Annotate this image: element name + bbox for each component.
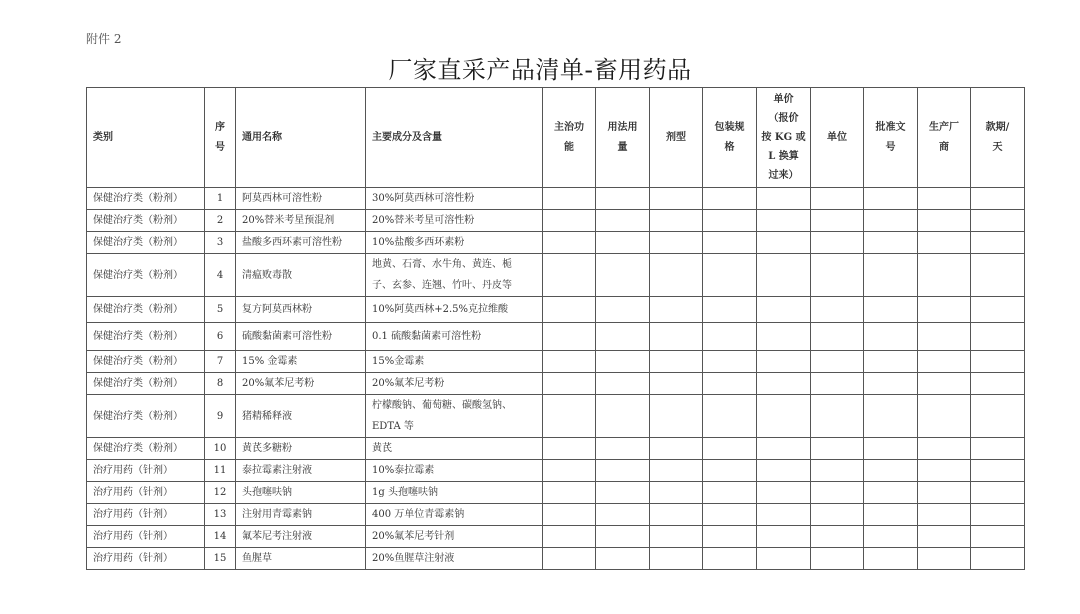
cell-unit[interactable]: [811, 323, 864, 351]
cell-dosage-form[interactable]: [650, 548, 703, 570]
header-manufacturer: 生产厂 商: [918, 88, 971, 188]
cell-package[interactable]: [703, 460, 757, 482]
cell-category: 保健治疗类（粉剂）: [87, 351, 205, 373]
cell-unit[interactable]: [811, 482, 864, 504]
document-title: 厂家直采产品清单-畜用药品: [388, 56, 692, 84]
cell-payment-term[interactable]: [971, 232, 1025, 254]
cell-unit[interactable]: [811, 351, 864, 373]
cell-manufacturer[interactable]: [918, 351, 971, 373]
cell-ingredients: 20%鱼腥草注射液: [366, 548, 543, 570]
header-row: [87, 88, 1025, 188]
table-row: [87, 482, 1025, 504]
cell-dosage-form[interactable]: [650, 323, 703, 351]
table-row: [87, 526, 1025, 548]
cell-name: 20%氟苯尼考粉: [236, 373, 366, 395]
cell-dosage-form[interactable]: [650, 210, 703, 232]
cell-no: 9: [205, 395, 236, 438]
cell-usage[interactable]: [596, 254, 650, 297]
cell-unit-price[interactable]: [757, 232, 811, 254]
cell-payment-term[interactable]: [971, 373, 1025, 395]
cell-ingredients: 1g 头孢噻呋钠: [366, 482, 543, 504]
cell-manufacturer[interactable]: [918, 254, 971, 297]
cell-package[interactable]: [703, 438, 757, 460]
cell-payment-term[interactable]: [971, 504, 1025, 526]
cell-package[interactable]: [703, 254, 757, 297]
cell-usage[interactable]: [596, 210, 650, 232]
cell-category: 保健治疗类（粉剂）: [87, 232, 205, 254]
cell-package[interactable]: [703, 548, 757, 570]
cell-ingredients: 20%氟苯尼考粉: [366, 373, 543, 395]
cell-no: 7: [205, 351, 236, 373]
cell-unit[interactable]: [811, 526, 864, 548]
cell-ingredients: 30%阿莫西林可溶性粉: [366, 188, 543, 210]
cell-no: 11: [205, 460, 236, 482]
table-row: [87, 395, 1025, 438]
product-list-table: [86, 87, 1025, 570]
cell-usage[interactable]: [596, 323, 650, 351]
cell-manufacturer[interactable]: [918, 460, 971, 482]
cell-package[interactable]: [703, 526, 757, 548]
cell-package[interactable]: [703, 351, 757, 373]
cell-approval-no[interactable]: [864, 297, 918, 323]
cell-payment-term[interactable]: [971, 297, 1025, 323]
cell-function[interactable]: [543, 373, 596, 395]
cell-payment-term[interactable]: [971, 438, 1025, 460]
cell-approval-no[interactable]: [864, 548, 918, 570]
header-function: 主治功 能: [543, 88, 596, 188]
cell-dosage-form[interactable]: [650, 438, 703, 460]
cell-function[interactable]: [543, 395, 596, 438]
cell-no: 5: [205, 297, 236, 323]
cell-approval-no[interactable]: [864, 526, 918, 548]
cell-ingredients: 柠檬酸钠、葡萄糖、碳酸氢钠、 EDTA 等: [366, 395, 543, 438]
cell-approval-no[interactable]: [864, 395, 918, 438]
cell-usage[interactable]: [596, 373, 650, 395]
cell-dosage-form[interactable]: [650, 504, 703, 526]
cell-unit-price[interactable]: [757, 395, 811, 438]
cell-category: 治疗用药（针剂）: [87, 460, 205, 482]
cell-package[interactable]: [703, 188, 757, 210]
cell-payment-term[interactable]: [971, 254, 1025, 297]
cell-payment-term[interactable]: [971, 460, 1025, 482]
table-row: [87, 297, 1025, 323]
cell-manufacturer[interactable]: [918, 188, 971, 210]
cell-unit[interactable]: [811, 460, 864, 482]
cell-payment-term[interactable]: [971, 323, 1025, 351]
table-row: [87, 254, 1025, 297]
cell-unit-price[interactable]: [757, 373, 811, 395]
cell-payment-term[interactable]: [971, 188, 1025, 210]
cell-no: 12: [205, 482, 236, 504]
cell-category: 保健治疗类（粉剂）: [87, 395, 205, 438]
cell-unit[interactable]: [811, 297, 864, 323]
cell-unit[interactable]: [811, 210, 864, 232]
cell-payment-term[interactable]: [971, 482, 1025, 504]
cell-ingredients: 10%泰拉霉素: [366, 460, 543, 482]
table-row: [87, 504, 1025, 526]
cell-name: 黄芪多糖粉: [236, 438, 366, 460]
cell-no: 8: [205, 373, 236, 395]
header-usage: 用法用 量: [596, 88, 650, 188]
cell-name: 猪精稀释液: [236, 395, 366, 438]
cell-unit-price[interactable]: [757, 526, 811, 548]
cell-function[interactable]: [543, 351, 596, 373]
cell-manufacturer[interactable]: [918, 504, 971, 526]
cell-usage[interactable]: [596, 482, 650, 504]
cell-name: 复方阿莫西林粉: [236, 297, 366, 323]
cell-function[interactable]: [543, 460, 596, 482]
cell-category: 保健治疗类（粉剂）: [87, 297, 205, 323]
cell-category: 治疗用药（针剂）: [87, 482, 205, 504]
cell-ingredients: 黄芪: [366, 438, 543, 460]
cell-usage[interactable]: [596, 460, 650, 482]
cell-name: 15% 金霉素: [236, 351, 366, 373]
cell-payment-term[interactable]: [971, 351, 1025, 373]
cell-manufacturer[interactable]: [918, 548, 971, 570]
cell-package[interactable]: [703, 504, 757, 526]
cell-dosage-form[interactable]: [650, 232, 703, 254]
cell-function[interactable]: [543, 526, 596, 548]
header-approval-no: 批准文 号: [864, 88, 918, 188]
cell-unit[interactable]: [811, 373, 864, 395]
cell-name: 泰拉霉素注射液: [236, 460, 366, 482]
table-row: [87, 373, 1025, 395]
cell-ingredients: 地黄、石膏、水牛角、黄连、栀 子、玄参、连翘、竹叶、丹皮等: [366, 254, 543, 297]
cell-ingredients: 20%替米考星可溶性粉: [366, 210, 543, 232]
cell-unit[interactable]: [811, 232, 864, 254]
cell-usage[interactable]: [596, 438, 650, 460]
cell-category: 治疗用药（针剂）: [87, 526, 205, 548]
cell-approval-no[interactable]: [864, 351, 918, 373]
cell-ingredients: 10%盐酸多西环素粉: [366, 232, 543, 254]
cell-dosage-form[interactable]: [650, 526, 703, 548]
cell-manufacturer[interactable]: [918, 482, 971, 504]
cell-unit-price[interactable]: [757, 351, 811, 373]
cell-manufacturer[interactable]: [918, 232, 971, 254]
cell-package[interactable]: [703, 297, 757, 323]
cell-unit[interactable]: [811, 548, 864, 570]
cell-category: 保健治疗类（粉剂）: [87, 254, 205, 297]
table-row: [87, 323, 1025, 351]
cell-no: 4: [205, 254, 236, 297]
cell-name: 氟苯尼考注射液: [236, 526, 366, 548]
attachment-label: 附件 2: [86, 32, 122, 46]
table-row: [87, 188, 1025, 210]
cell-ingredients: 0.1 硫酸黏菌素可溶性粉: [366, 323, 543, 351]
cell-dosage-form[interactable]: [650, 297, 703, 323]
table-row: [87, 210, 1025, 232]
cell-no: 10: [205, 438, 236, 460]
cell-dosage-form[interactable]: [650, 373, 703, 395]
cell-dosage-form[interactable]: [650, 351, 703, 373]
cell-manufacturer[interactable]: [918, 526, 971, 548]
cell-payment-term[interactable]: [971, 548, 1025, 570]
cell-unit[interactable]: [811, 188, 864, 210]
cell-function[interactable]: [543, 323, 596, 351]
cell-usage[interactable]: [596, 297, 650, 323]
cell-function[interactable]: [543, 504, 596, 526]
cell-payment-term[interactable]: [971, 526, 1025, 548]
cell-approval-no[interactable]: [864, 504, 918, 526]
cell-usage[interactable]: [596, 395, 650, 438]
cell-approval-no[interactable]: [864, 460, 918, 482]
cell-manufacturer[interactable]: [918, 373, 971, 395]
cell-function[interactable]: [543, 548, 596, 570]
cell-dosage-form[interactable]: [650, 188, 703, 210]
cell-ingredients: 10%阿莫西林+2.5%克拉维酸: [366, 297, 543, 323]
cell-function[interactable]: [543, 254, 596, 297]
header-unit: 单位: [811, 88, 864, 188]
cell-category: 保健治疗类（粉剂）: [87, 373, 205, 395]
header-package: 包装规 格: [703, 88, 757, 188]
cell-usage[interactable]: [596, 188, 650, 210]
cell-usage[interactable]: [596, 232, 650, 254]
cell-ingredients: 20%氟苯尼考针剂: [366, 526, 543, 548]
cell-name: 硫酸黏菌素可溶性粉: [236, 323, 366, 351]
cell-function[interactable]: [543, 188, 596, 210]
cell-package[interactable]: [703, 395, 757, 438]
cell-unit-price[interactable]: [757, 188, 811, 210]
cell-category: 保健治疗类（粉剂）: [87, 438, 205, 460]
cell-package[interactable]: [703, 210, 757, 232]
cell-name: 清瘟败毒散: [236, 254, 366, 297]
table-row: [87, 460, 1025, 482]
cell-no: 6: [205, 323, 236, 351]
cell-package[interactable]: [703, 482, 757, 504]
cell-manufacturer[interactable]: [918, 395, 971, 438]
cell-unit-price[interactable]: [757, 323, 811, 351]
cell-usage[interactable]: [596, 351, 650, 373]
cell-unit-price[interactable]: [757, 504, 811, 526]
cell-unit-price[interactable]: [757, 210, 811, 232]
cell-unit[interactable]: [811, 504, 864, 526]
cell-payment-term[interactable]: [971, 395, 1025, 438]
cell-unit[interactable]: [811, 395, 864, 438]
cell-category: 治疗用药（针剂）: [87, 504, 205, 526]
cell-dosage-form[interactable]: [650, 482, 703, 504]
cell-manufacturer[interactable]: [918, 323, 971, 351]
cell-unit-price[interactable]: [757, 460, 811, 482]
cell-name: 阿莫西林可溶性粉: [236, 188, 366, 210]
table-row: [87, 438, 1025, 460]
cell-approval-no[interactable]: [864, 210, 918, 232]
cell-unit-price[interactable]: [757, 297, 811, 323]
cell-unit[interactable]: [811, 254, 864, 297]
cell-manufacturer[interactable]: [918, 297, 971, 323]
cell-unit-price[interactable]: [757, 438, 811, 460]
header-seq: 序 号: [205, 88, 236, 188]
cell-name: 20%替米考星预混剂: [236, 210, 366, 232]
cell-approval-no[interactable]: [864, 482, 918, 504]
cell-approval-no[interactable]: [864, 373, 918, 395]
cell-manufacturer[interactable]: [918, 210, 971, 232]
cell-no: 2: [205, 210, 236, 232]
cell-payment-term[interactable]: [971, 210, 1025, 232]
cell-usage[interactable]: [596, 548, 650, 570]
cell-name: 注射用青霉素钠: [236, 504, 366, 526]
cell-function[interactable]: [543, 438, 596, 460]
header-category: 类别: [87, 88, 205, 188]
cell-function[interactable]: [543, 297, 596, 323]
cell-function[interactable]: [543, 482, 596, 504]
cell-function[interactable]: [543, 210, 596, 232]
cell-category: 保健治疗类（粉剂）: [87, 323, 205, 351]
cell-approval-no[interactable]: [864, 323, 918, 351]
cell-no: 1: [205, 188, 236, 210]
cell-dosage-form[interactable]: [650, 395, 703, 438]
cell-unit-price[interactable]: [757, 548, 811, 570]
cell-approval-no[interactable]: [864, 438, 918, 460]
cell-package[interactable]: [703, 373, 757, 395]
cell-package[interactable]: [703, 232, 757, 254]
table-row: [87, 232, 1025, 254]
cell-no: 3: [205, 232, 236, 254]
cell-function[interactable]: [543, 232, 596, 254]
cell-no: 14: [205, 526, 236, 548]
cell-approval-no[interactable]: [864, 188, 918, 210]
cell-unit-price[interactable]: [757, 254, 811, 297]
cell-category: 保健治疗类（粉剂）: [87, 188, 205, 210]
cell-name: 盐酸多西环素可溶性粉: [236, 232, 366, 254]
cell-category: 治疗用药（针剂）: [87, 548, 205, 570]
cell-dosage-form[interactable]: [650, 460, 703, 482]
cell-name: 头孢噻呋钠: [236, 482, 366, 504]
cell-approval-no[interactable]: [864, 254, 918, 297]
cell-usage[interactable]: [596, 504, 650, 526]
header-unit-price: 单价 （报价 按 KG 或 L 换算 过来）: [757, 88, 811, 188]
cell-category: 保健治疗类（粉剂）: [87, 210, 205, 232]
cell-unit[interactable]: [811, 438, 864, 460]
cell-ingredients: 400 万单位青霉素钠: [366, 504, 543, 526]
cell-no: 15: [205, 548, 236, 570]
cell-dosage-form[interactable]: [650, 254, 703, 297]
table-row: [87, 351, 1025, 373]
header-ingredients: 主要成分及含量: [366, 88, 543, 188]
cell-approval-no[interactable]: [864, 232, 918, 254]
cell-usage[interactable]: [596, 526, 650, 548]
header-payment-term: 款期/ 天: [971, 88, 1025, 188]
cell-ingredients: 15%金霉素: [366, 351, 543, 373]
table-row: [87, 548, 1025, 570]
cell-no: 13: [205, 504, 236, 526]
cell-name: 鱼腥草: [236, 548, 366, 570]
cell-manufacturer[interactable]: [918, 438, 971, 460]
cell-package[interactable]: [703, 323, 757, 351]
cell-unit-price[interactable]: [757, 482, 811, 504]
header-name: 通用名称: [236, 88, 366, 188]
header-dosage-form: 剂型: [650, 88, 703, 188]
